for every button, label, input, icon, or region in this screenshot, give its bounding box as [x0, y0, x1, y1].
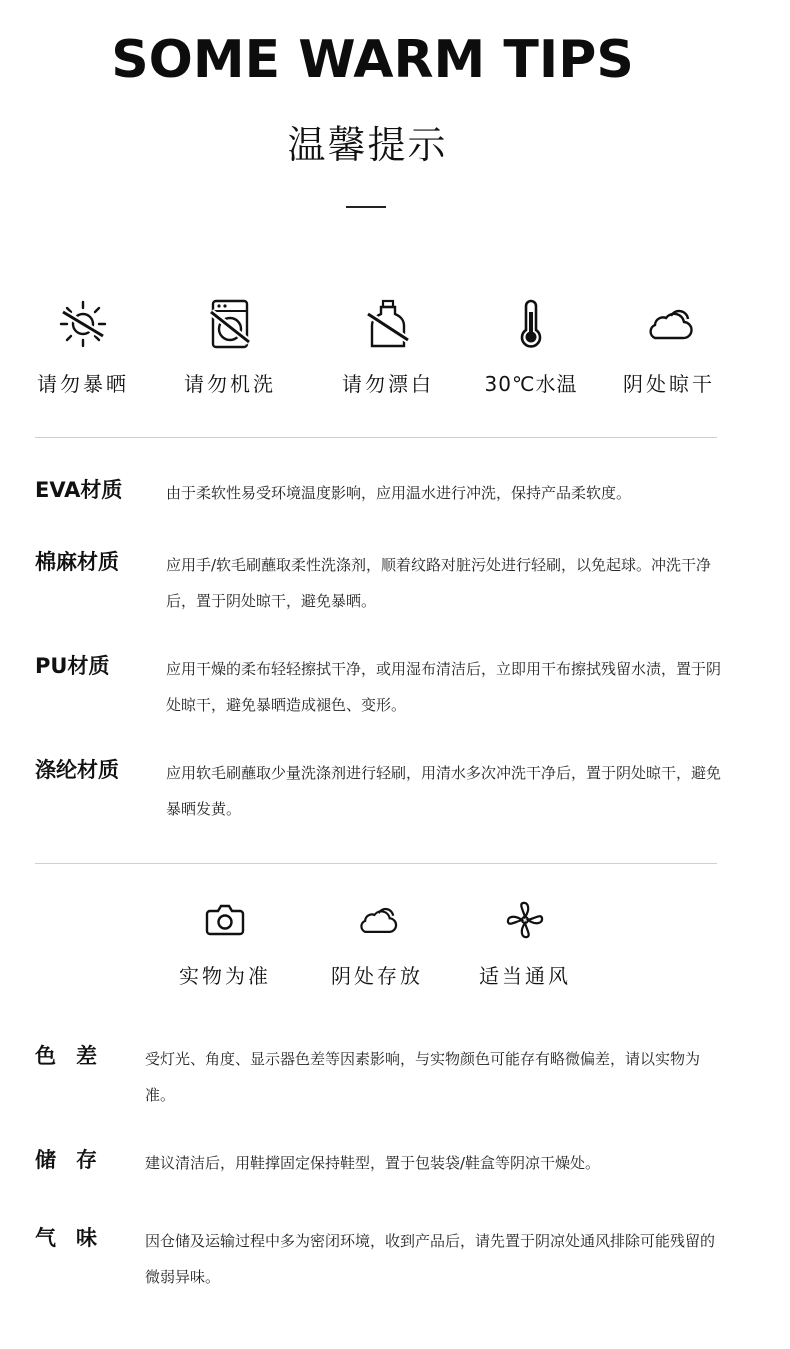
cloud-icon [355, 898, 399, 942]
camera-icon [203, 898, 247, 942]
section-divider [35, 437, 717, 438]
care-item-no-machine-wash [155, 298, 305, 397]
storage-label: 适当通风 [479, 964, 571, 988]
note-desc: 建议清洁后，用鞋撑固定保持鞋型，置于包装袋/鞋盒等阴凉干燥处。 [145, 1154, 601, 1172]
care-item-shade-dry [594, 298, 744, 397]
fan-icon [503, 898, 547, 942]
note-desc: 受灯光、角度、显示器色差等因素影响，与实物颜色可能存有略微偏差，请以实物为准。 [145, 1050, 701, 1104]
care-item-water-temp [456, 298, 606, 397]
no-bleach-icon [362, 298, 414, 350]
cloud-icon [643, 298, 695, 350]
section-divider [35, 863, 717, 864]
no-sun-icon [57, 298, 109, 350]
care-item-no-sun [8, 298, 158, 397]
storage-item-actual-product [150, 898, 300, 989]
storage-item-ventilate [450, 898, 600, 989]
page-title: SOME WARM TIPS [111, 30, 634, 90]
material-desc: 应用软毛刷蘸取少量洗涤剂进行轻刷，用清水多次冲洗干净后，置于阴处晾干，避免暴晒发黄。 [166, 764, 722, 818]
material-desc: 应用手/软毛刷蘸取柔性洗涤剂，顺着纹路对脏污处进行轻刷，以免起球。冲洗干净后，置于阴处晾干，避免暴晒。 [166, 556, 712, 610]
care-label: 请勿暴晒 [37, 372, 129, 396]
material-name: PU材质 [35, 654, 110, 678]
note-name: 色差 [35, 1044, 117, 1068]
storage-label: 阴处存放 [331, 964, 423, 988]
note-name: 气味 [35, 1226, 117, 1250]
note-name: 储存 [35, 1148, 117, 1172]
material-name: 涤纶材质 [35, 758, 119, 782]
storage-label: 实物为准 [179, 964, 271, 988]
no-washing-machine-icon [204, 298, 256, 350]
material-name: EVA材质 [35, 478, 123, 502]
care-label: 请勿机洗 [184, 372, 276, 396]
care-label: 请勿漂白 [342, 372, 434, 396]
material-desc: 应用干燥的柔布轻轻擦拭干净，或用湿布清洁后，立即用干布擦拭残留水渍，置于阴处晾干，避免暴晒造成褪色、变形。 [166, 660, 722, 714]
material-desc: 由于柔软性易受环境温度影响，应用温水进行冲洗，保持产品柔软度。 [166, 484, 632, 502]
material-name: 棉麻材质 [35, 550, 119, 574]
care-label: 30℃水温 [484, 372, 578, 396]
title-divider [346, 206, 386, 208]
note-desc: 因仓储及运输过程中多为密闭环境，收到产品后，请先置于阴凉处通风排除可能残留的微弱异味。 [145, 1232, 716, 1286]
care-label: 阴处晾干 [623, 372, 715, 396]
storage-item-shade-store [302, 898, 452, 989]
thermometer-icon [505, 298, 557, 350]
page-subtitle: 温馨提示 [287, 123, 448, 167]
care-item-no-bleach [313, 298, 463, 397]
